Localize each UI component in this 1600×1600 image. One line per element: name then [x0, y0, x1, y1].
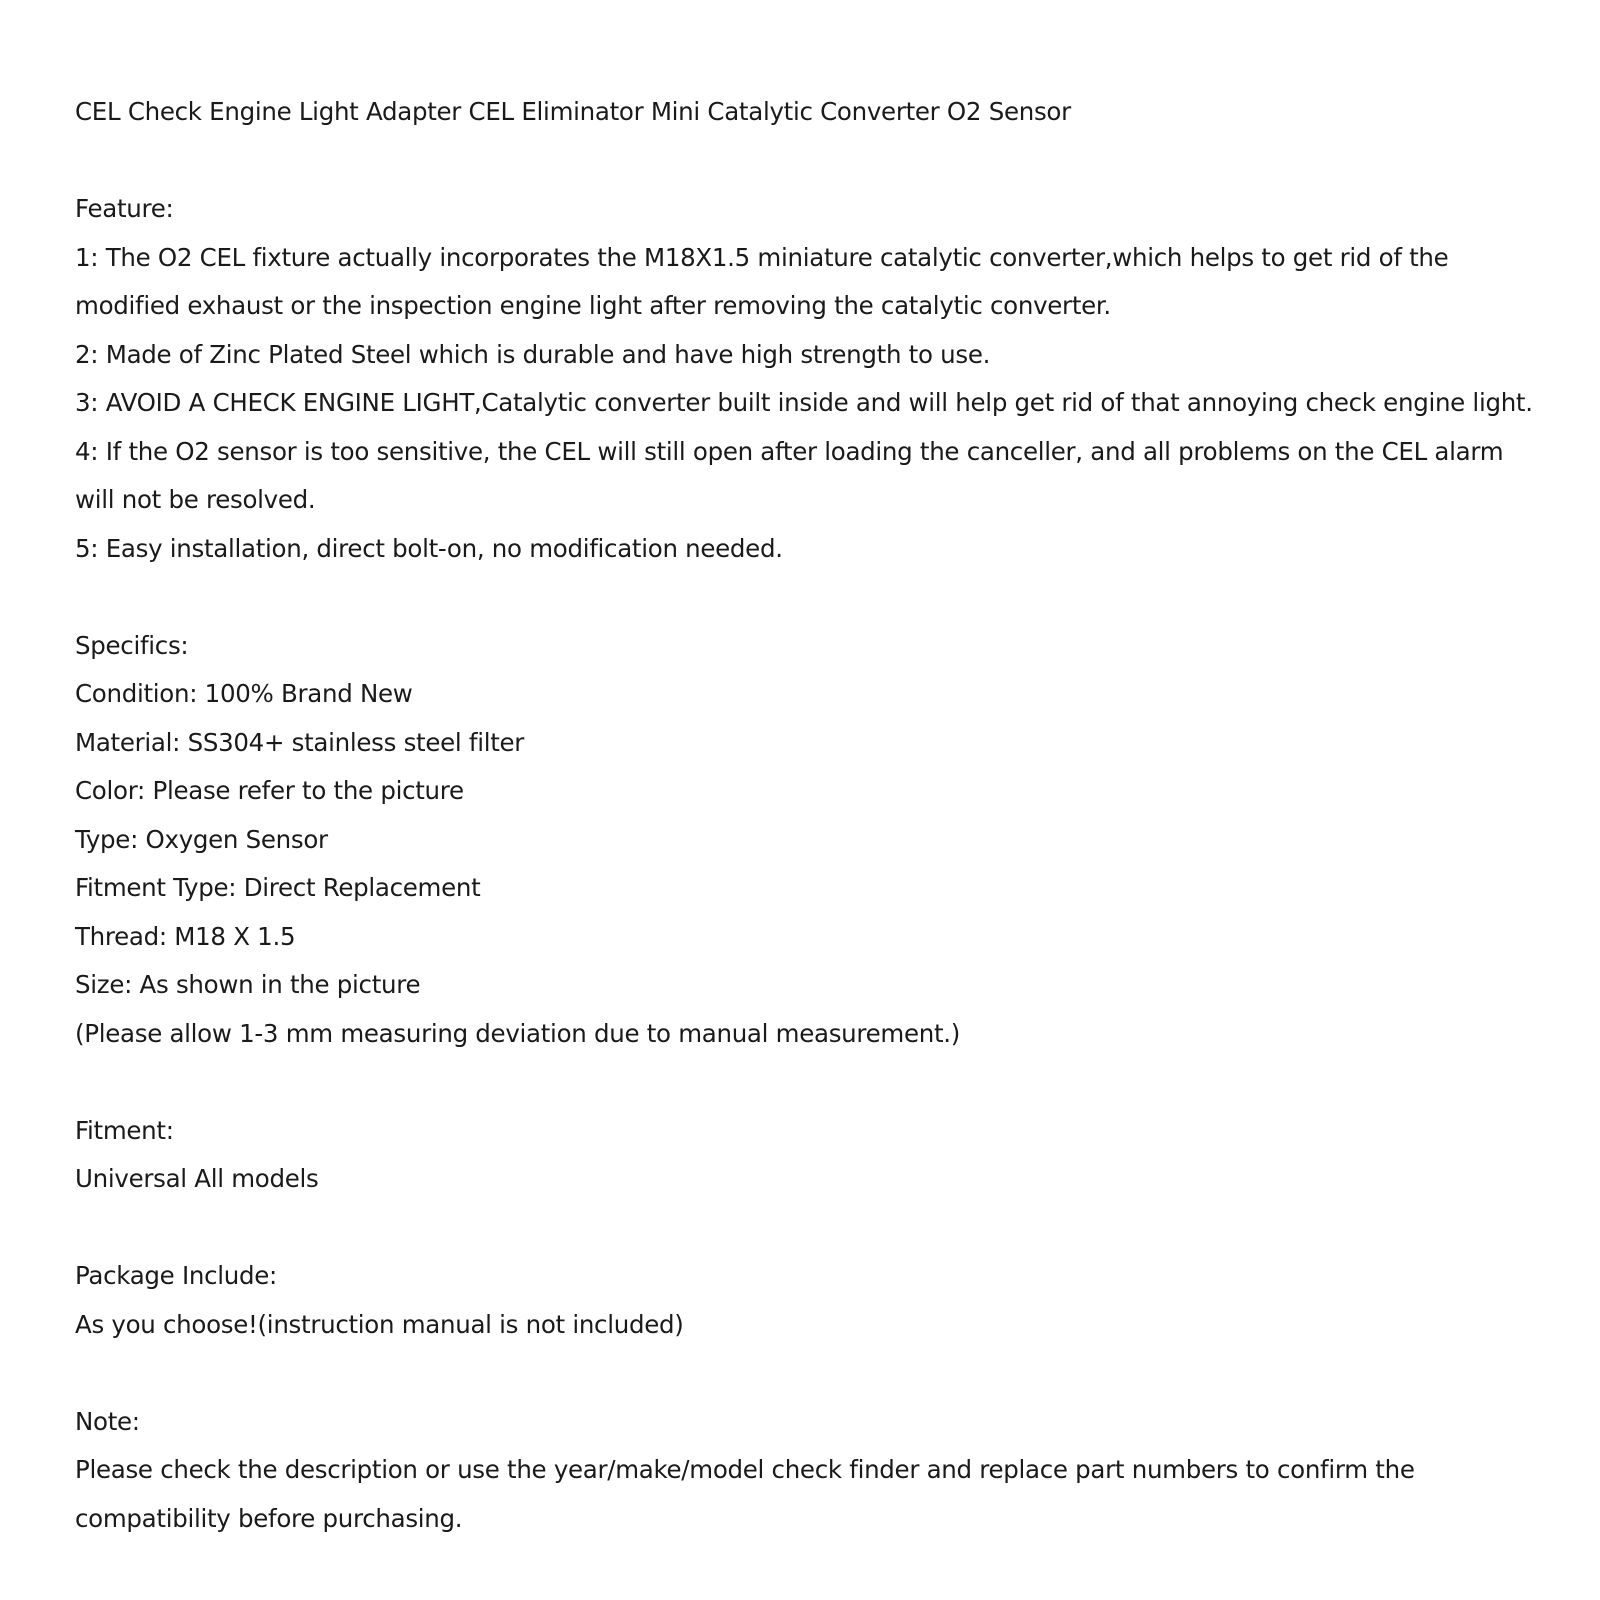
feature-line: modified exhaust or the inspection engine light after removing the catalytic converter.	[75, 291, 1111, 320]
feature-line: 5: Easy installation, direct bolt-on, no modification needed.	[75, 533, 783, 563]
spec-thread: Thread: M18 X 1.5	[75, 921, 296, 951]
spacer	[75, 1204, 1575, 1253]
note-line: Please check the description or use the year/make/model check finder and replace part numbers to confirm the	[75, 1455, 1415, 1484]
feature-line: will not be resolved.	[75, 485, 316, 514]
specifics-section	[75, 622, 1575, 1059]
spec-size: Size: As shown in the picture	[75, 970, 421, 999]
feature-line: 4: If the O2 sensor is too sensitive, the CEL will still open after loading the canceller, and all problems on the CEL alarm	[75, 436, 1504, 466]
product-description	[75, 88, 1575, 1543]
package-section	[75, 1252, 1575, 1349]
feature-line: 1: The O2 CEL fixture actually incorporates the M18X1.5 miniature catalytic converter,which helps to get rid of the	[75, 242, 1449, 272]
package-heading: Package Include:	[75, 1261, 277, 1290]
note-line: compatibility before purchasing.	[75, 1503, 463, 1533]
spec-color: Color: Please refer to the picture	[75, 776, 464, 805]
specifics-heading: Specifics:	[75, 630, 189, 660]
feature-line: 2: Made of Zinc Plated Steel which is durable and have high strength to use.	[75, 339, 991, 369]
spec-material: Material: SS304+ stainless steel filter	[75, 727, 525, 757]
spacer	[75, 137, 1575, 186]
spacer	[75, 1349, 1575, 1398]
note-heading: Note:	[75, 1406, 140, 1436]
feature-line: 3: AVOID A CHECK ENGINE LIGHT,Catalytic converter built inside and will help get rid of that annoying check engine light.	[75, 388, 1533, 417]
spec-fitment-type: Fitment Type: Direct Replacement	[75, 873, 481, 902]
spec-type: Type: Oxygen Sensor	[75, 824, 328, 854]
fitment-line: Universal All models	[75, 1164, 319, 1193]
spec-deviation-note: (Please allow 1-3 mm measuring deviation due to manual measurement.)	[75, 1018, 961, 1048]
spacer	[75, 573, 1575, 622]
note-section	[75, 1398, 1575, 1544]
fitment-section	[75, 1107, 1575, 1204]
product-title: CEL Check Engine Light Adapter CEL Eliminator Mini Catalytic Converter O2 Sensor	[75, 97, 1071, 126]
feature-heading: Feature:	[75, 194, 174, 223]
spacer	[75, 1058, 1575, 1107]
package-line: As you choose!(instruction manual is not included)	[75, 1309, 684, 1339]
fitment-heading: Fitment:	[75, 1115, 174, 1145]
feature-section	[75, 185, 1575, 573]
spec-condition: Condition: 100% Brand New	[75, 679, 413, 708]
